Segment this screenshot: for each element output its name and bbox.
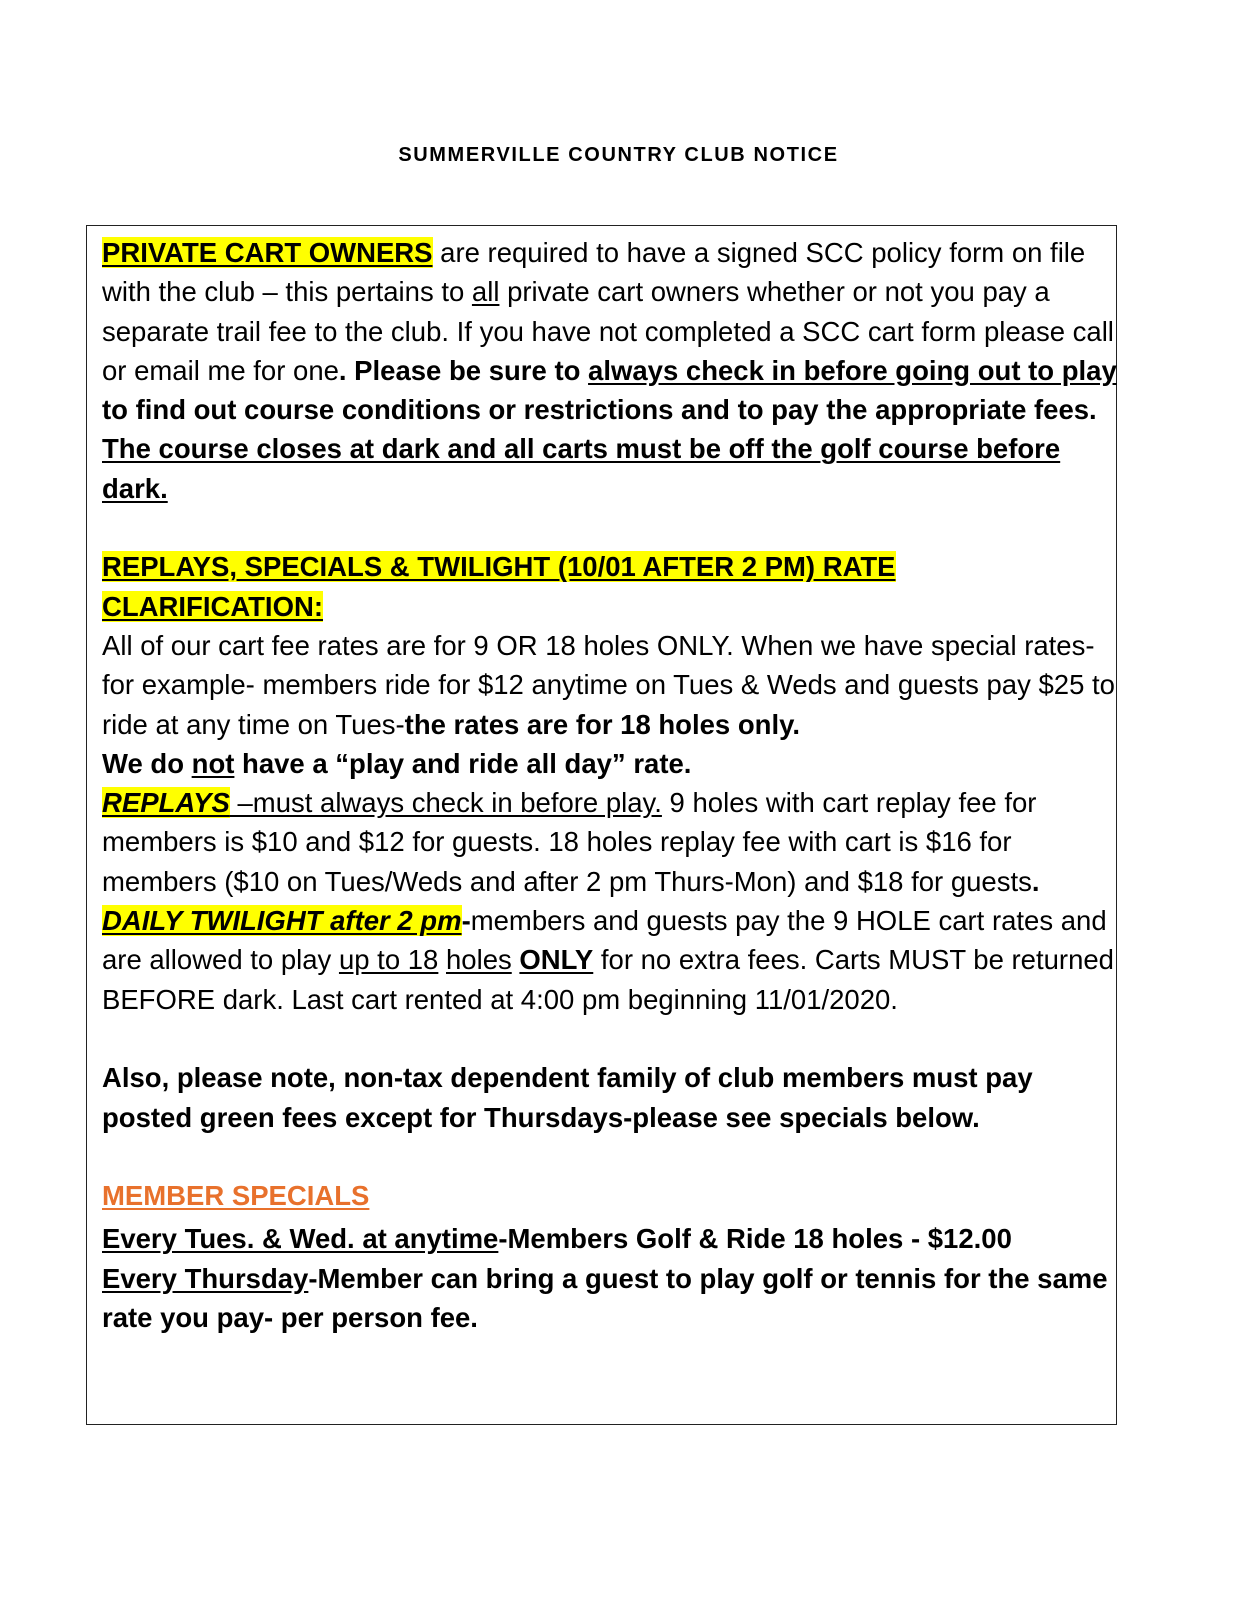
private-cart-bold-1: Please be sure to xyxy=(346,354,589,386)
spacer xyxy=(102,508,1122,547)
twilight-text-2: for no extra fees. Carts MUST be returned BEFORE dark. Last cart rented at 4:00 pm beginning 11/01/2020. xyxy=(102,944,1114,1015)
private-cart-all: all xyxy=(471,276,500,308)
member-special-thursday xyxy=(102,1259,1122,1338)
member-specials-heading: MEMBER SPECIALS xyxy=(102,1180,370,1212)
rates-paragraph xyxy=(102,626,1122,783)
private-cart-paragraph xyxy=(102,233,1122,508)
rates-text: All of our cart fee rates are for 9 OR 18 holes ONLY. When we have special rates-for example- members ride for $12 anytime on Tues & Weds and guests pay $25 to ride at any time on Tues- xyxy=(102,629,1115,740)
private-cart-period: . xyxy=(338,354,347,386)
also-note-paragraph: Also, please note, non-tax dependent family of club members must pay posted green fees except for Thursdays-please see specials below. xyxy=(102,1062,1033,1133)
replays-check-in: –must always check in before play. xyxy=(229,787,662,819)
twilight-text-1: members and guests pay the 9 HOLE cart rates and are allowed to play xyxy=(102,905,1107,976)
replays-period: . xyxy=(1031,865,1040,897)
twilight-paragraph xyxy=(102,901,1122,1019)
replays-text: 9 holes with cart replay fee for members is $10 and $12 for guests. 18 holes replay fee with cart is $16 for members ($10 on Tues/Weds and after 2 pm Thurs-Mon) and $18 for guests xyxy=(102,787,1037,897)
twilight-holes: holes xyxy=(446,944,512,976)
tues-wed-label: Every Tues. & Wed. at anytime xyxy=(102,1223,499,1255)
spacer xyxy=(102,1019,1122,1058)
thursday-label: Every Thursday xyxy=(102,1262,309,1294)
thursday-text: -Member can bring a guest to play golf or tennis for the same rate you pay- per person fee. xyxy=(102,1262,1108,1334)
twilight-space xyxy=(438,944,446,975)
member-special-tues-wed xyxy=(102,1219,1122,1258)
replays-paragraph xyxy=(102,783,1122,901)
rates-not: not xyxy=(191,747,235,779)
private-cart-bold-2: to find out course conditions or restrictions and to pay the appropriate fees. xyxy=(102,394,1097,426)
private-cart-check-in: always check in before going out to play xyxy=(588,354,1117,386)
private-cart-text-2: private cart owners whether or not you pay a separate trail fee to the club. If you have not completed a SCC cart form please call or email me for one xyxy=(102,276,1114,386)
member-specials-heading-line xyxy=(102,1176,1122,1215)
spacer xyxy=(102,1137,1122,1176)
notice-content xyxy=(102,233,1122,1337)
twilight-only: ONLY xyxy=(519,944,594,976)
rates-bold-1: the rates are for 18 holes only. xyxy=(404,708,800,740)
replays-label: REPLAYS xyxy=(102,787,230,819)
notice-title: SUMMERVILLE COUNTRY CLUB NOTICE xyxy=(398,144,839,166)
twilight-label: DAILY TWILIGHT after 2 pm xyxy=(102,905,462,937)
replays-section-heading-line xyxy=(102,547,1122,626)
rates-bold-2: We do xyxy=(102,747,192,779)
replays-section-heading: REPLAYS, SPECIALS & TWILIGHT (10/01 AFTER 2 PM) RATE CLARIFICATION: xyxy=(102,551,896,622)
private-cart-course-closes: The course closes at dark and all carts must be off the golf course before dark. xyxy=(102,433,1061,504)
twilight-up-to-18: up to 18 xyxy=(338,944,439,976)
twilight-dash: - xyxy=(461,905,471,937)
tues-wed-text: -Members Golf & Ride 18 holes - $12.00 xyxy=(498,1223,1012,1255)
private-cart-text-1: are required to have a signed SCC policy form on file with the club – this pertains to xyxy=(102,237,1086,308)
private-cart-heading: PRIVATE CART OWNERS xyxy=(102,237,433,268)
rates-bold-3: have a “play and ride all day” rate. xyxy=(234,747,692,779)
